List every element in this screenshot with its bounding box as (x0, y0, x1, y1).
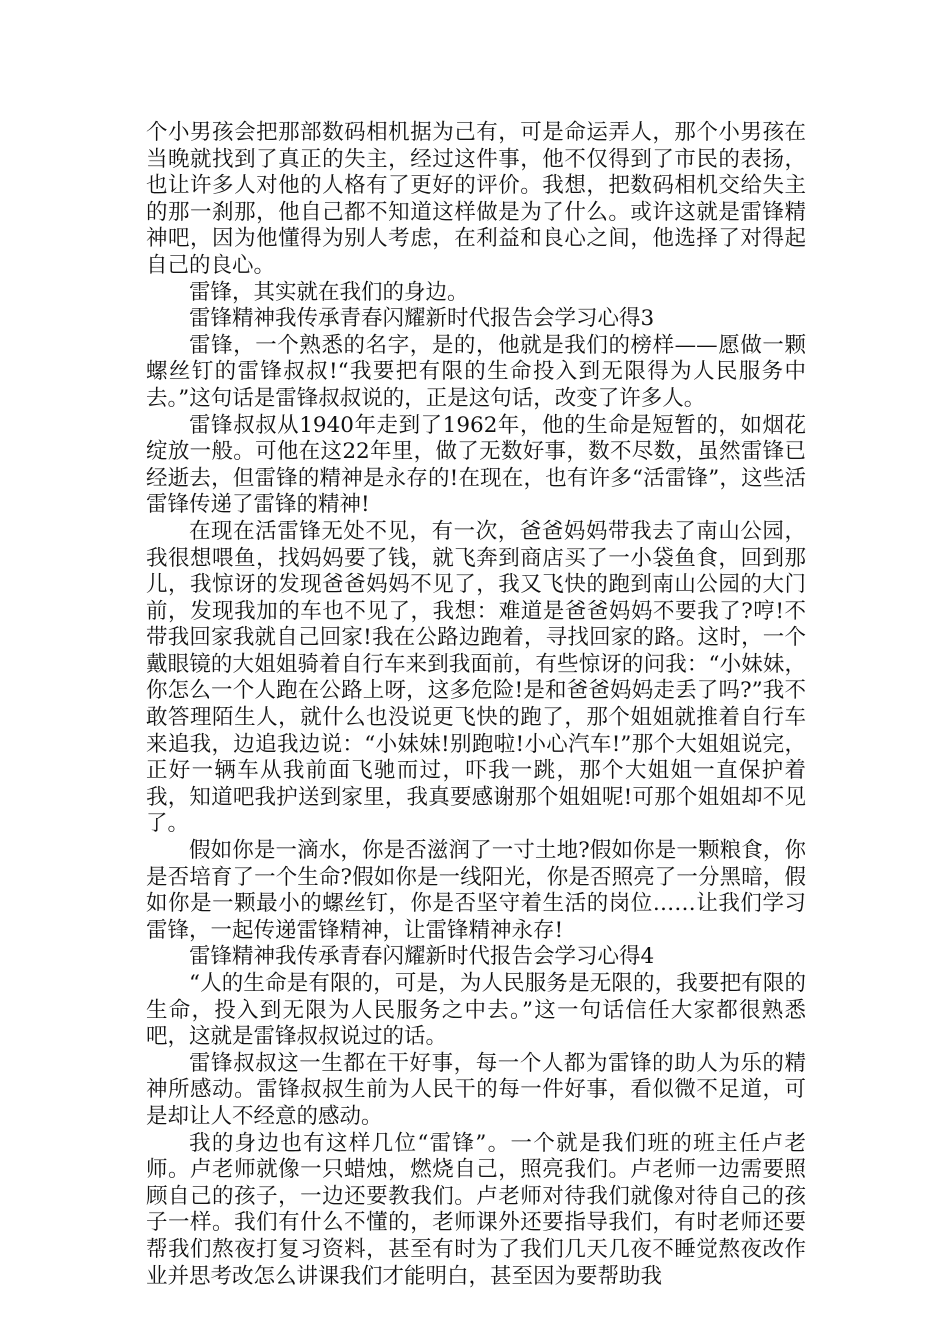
document-body (146, 120, 806, 1290)
section-heading-3: 雷锋精神我传承青春闪耀新时代报告会学习心得3 (189, 306, 655, 332)
paragraph-continuation: 个小男孩会把那部数码相机据为己有，可是命运弄人，那个小男孩在当晚就找到了真正的失主，经过这件事，他不仅得到了市民的表扬，也让许多人对他的人格有了更好的评价。我想，把数码相机交给失主的那一刹那，他自己都不知道这样做是为了什么。或许这就是雷锋精神吧，因为他懂得为别人考虑，在利益和良心之间，他选择了对得起自己的良心。 (146, 120, 806, 278)
paragraph: 我的身边也有这样几位“雷锋”。一个就是我们班的班主任卢老师。卢老师就像一只蜡烛，燃烧自己，照亮我们。卢老师一边需要照顾自己的孩子，一边还要教我们。卢老师对待我们就像对待自己的孩子一样。我们有什么不懂的，老师课外还要指导我们，有时老师还要帮我们熬夜打复习资料，甚至有时为了我们几天几夜不睡觉熬夜改作业并思考改怎么讲课我们才能明白，甚至因为要帮助我 (146, 1130, 806, 1289)
paragraph: “人的生命是有限的，可是，为人民服务是无限的，我要把有限的生命，投入到无限为人民服务之中去。”这一句话信任大家都很熟悉吧，这就是雷锋叔叔说过的话。 (146, 971, 806, 1050)
paragraph: 雷锋，一个熟悉的名字，是的，他就是我们的榜样——愿做一颗螺丝钉的雷锋叔叔!“我要把有限的生命投入到无限得为人民服务中去。”这句话是雷锋叔叔说的，正是这句话，改变了许多人。 (146, 332, 806, 411)
paragraph: 假如你是一滴水，你是否滋润了一寸土地?假如你是一颗粮食，你是否培育了一个生命?假如你是一线阳光，你是否照亮了一分黑暗，假如你是一颗最小的螺丝钉，你是否坚守着生活的岗位……让我们学习雷锋，一起传递雷锋精神，让雷锋精神永存! (146, 838, 806, 943)
section-heading-4: 雷锋精神我传承青春闪耀新时代报告会学习心得4 (189, 944, 655, 970)
paragraph: 雷锋，其实就在我们的身边。 (189, 279, 469, 305)
paragraph: 雷锋叔叔从1940年走到了1962年，他的生命是短暂的，如烟花绽放一般。可他在这22年里，做了无数好事，数不尽数，虽然雷锋已经逝去，但雷锋的精神是永存的!在现在，也有许多“活雷锋”，这些活雷锋传递了雷锋的精神! (146, 412, 806, 518)
paragraph: 在现在活雷锋无处不见，有一次，爸爸妈妈带我去了南山公园，我很想喂鱼，找妈妈要了钱，就飞奔到商店买了一小袋鱼食，回到那儿，我惊讶的发现爸爸妈妈不见了，我又飞快的跑到南山公园的大门前，发现我加的车也不见了，我想：难道是爸爸妈妈不要我了?哼!不带我回家我就自己回家!我在公路边跑着，寻找回家的路。这时，一个戴眼镜的大姐姐骑着自行车来到我面前，有些惊讶的问我：“小妹妹，你怎么一个人跑在公路上呀，这多危险!是和爸爸妈妈走丢了吗?”我不敢答理陌生人，就什么也没说更飞快的跑了，那个姐姐就推着自行车来追我，边追我边说：“小妹妹!别跑啦!小心汽车!”那个大姐姐说完，正好一辆车从我前面飞驰而过，吓我一跳，那个大姐姐一直保护着我，知道吧我护送到家里，我真要感谢那个姐姐呢!可那个姐姐却不见了。 (146, 518, 806, 837)
paragraph: 雷锋叔叔这一生都在干好事，每一个人都为雷锋的助人为乐的精神所感动。雷锋叔叔生前为人民干的每一件好事，看似微不足道，可是却让人不经意的感动。 (146, 1050, 806, 1129)
